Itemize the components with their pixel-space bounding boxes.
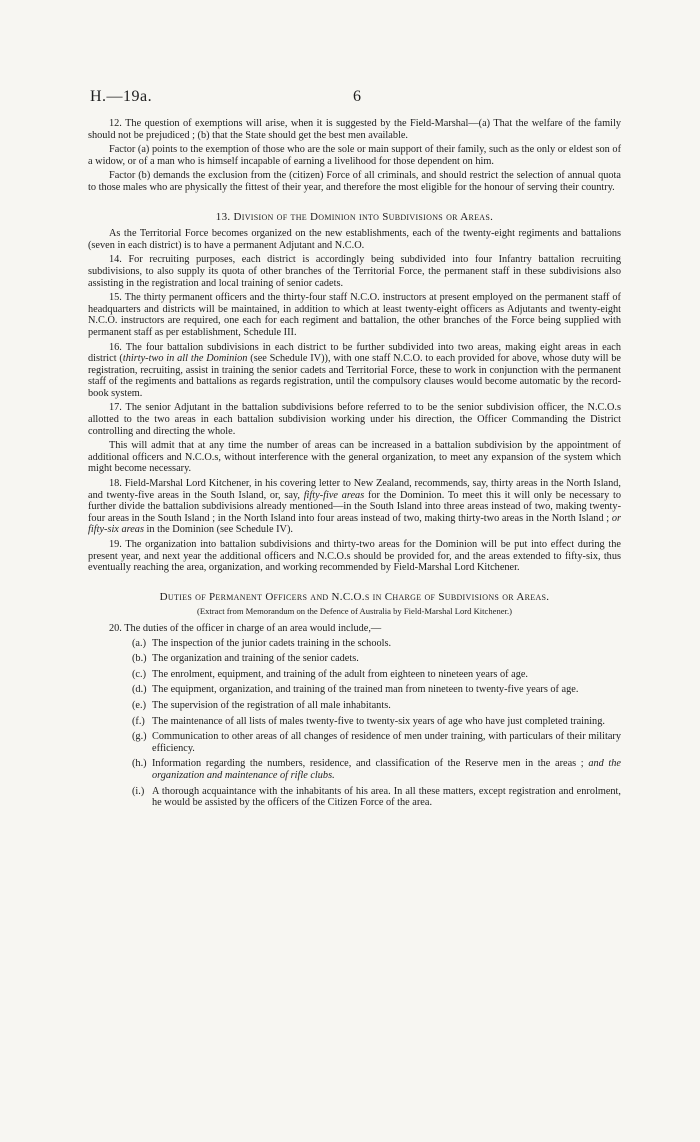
paragraph-14: 14. For recruiting purposes, each district is accordingly being subdivided into four Infantry battalion recruiting subdivisions, to also supply its quota of other branches of the Territorial Force, the permanent staff in these subdivisions also assisting in the registration and local training of senior cadets. bbox=[88, 254, 621, 289]
section-heading-13: 13. Division of the Dominion into Subdivisions or Areas. bbox=[215, 210, 494, 223]
paragraph-17: 17. The senior Adjutant in the battalion subdivisions before referred to to be the senior subdivision officer, the N.C.O.s allotted to the two areas in each battalion subdivision working under his direction, the Officer Commanding the District controlling and directing the whole. bbox=[88, 402, 621, 437]
paragraph-16: 16. The four battalion subdivisions in each district to be further subdivided into two areas, making eight areas in each district (thirty-two in all the Dominion (see Schedule IV)), with one staff N.C.O. to each provided for above, whose duty will be registration, recruiting, assist in training the senior cadets and Territorial Force, these to work in conjunction with the permanent staff of the regiments and battalions as regards registration, until the compulsory clauses would become automatic by the record-book system. bbox=[88, 341, 622, 399]
paragraph-18: 18. Field-Marshal Lord Kitchener, in his covering letter to New Zealand, recommends, say, thirty areas in the North Island, and twenty-five areas in the South Island, or, say, fifty-five areas for the Dominion. To meet this it will only be necessary to further divide the battalion subdivisions already mentioned—in the South Island into three areas instead of two, making twenty-four areas in the South Island ; in the North Island into four areas instead of two, making thirty-two areas in the North Island ; or fifty-six areas in the Dominion (see Schedule IV). bbox=[88, 478, 621, 536]
paragraph-12: 12. The question of exemptions will arise, when it is suggested by the Field-Marshal—(a) That the welfare of the family should not be prejudiced ; (b) that the State should get the best men available. bbox=[88, 118, 621, 141]
list-item: (d.) The equipment, organization, and training of the trained man from nineteen to twenty-five years of age. bbox=[132, 684, 579, 696]
paragraph-factor-a: Factor (a) points to the exemption of those who are the sole or main support of their family, such as the only or eldest son of a widow, or of a man who is himself incapable of earning a livelihood for those dependent on him. bbox=[88, 144, 621, 167]
list-item: (f.) The maintenance of all lists of males twenty-five to twenty-six years of age who have just completed training. bbox=[132, 715, 605, 727]
duties-list bbox=[88, 638, 621, 809]
list-item: (e.) The supervision of the registration of all male inhabitants. bbox=[132, 699, 391, 711]
document-body bbox=[88, 118, 621, 813]
paragraph-19: 19. The organization into battalion subdivisions and thirty-two areas for the Dominion will be put into effect during the present year, and next year the additional officers and N.C.O.s should be provided for, and the areas extended to fifty-six, thus eventually reaching the area, organization, and working recommended by Field-Marshal Lord Kitchener. bbox=[88, 539, 621, 574]
list-item: (c.) The enrolment, equipment, and training of the adult from eighteen to nineteen years of age. bbox=[132, 668, 528, 680]
section-heading-duties: Duties of Permanent Officers and N.C.O.s in Charge of Subdivisions or Areas. bbox=[159, 590, 550, 603]
document-reference: H.—19a. bbox=[90, 88, 153, 105]
paragraph-15: 15. The thirty permanent officers and the thirty-four staff N.C.O. instructors at present employed on the permanent staff of headquarters and districts will be maintained, in addition to which at least twenty-eight officers as Adjutants and twenty-eight N.C.O. instructors are required, one each for each regiment and battalion, the other branches of the Force being supplied with permanent staff as per establishment, Schedule III. bbox=[88, 292, 621, 338]
list-item: (a.) The inspection of the junior cadets training in the schools. bbox=[132, 637, 392, 649]
paragraph-factor-b: Factor (b) demands the exclusion from the (citizen) Force of all criminals, and should restrict the selection of annual quota to those males who are physically the fittest of their year, and therefore the most eligible for the honour of serving their country. bbox=[88, 170, 621, 193]
paragraph-20: 20. The duties of the officer in charge of an area would include,— bbox=[109, 622, 382, 634]
list-item: (g.) Communication to other areas of all changes of residence of men under training, with particulars of their military efficiency. bbox=[132, 731, 621, 754]
paragraph-13: As the Territorial Force becomes organized on the new establishments, each of the twenty-eight regiments and battalions (seven in each district) is to have a permanent Adjutant and N.C.O. bbox=[88, 228, 621, 251]
page-number: 6 bbox=[353, 88, 361, 105]
list-item: (b.) The organization and training of the senior cadets. bbox=[132, 653, 359, 665]
paragraph-17-continued: This will admit that at any time the number of areas can be increased in a battalion subdivision by the appointment of additional officers and N.C.O.s, without interference with the general organization, to meet any expansion of the system which might become necessary. bbox=[88, 440, 621, 475]
list-item: (i.) A thorough acquaintance with the inhabitants of his area. In all these matters, except registration and enrolment, he would be assisted by the officers of the Citizen Force of the area. bbox=[132, 785, 621, 809]
page-header bbox=[90, 88, 640, 110]
extract-note: (Extract from Memorandum on the Defence of Australia by Field-Marshal Lord Kitchener.) bbox=[196, 606, 512, 617]
list-item: (h.) Information regarding the numbers, residence, and classification of the Reserve men in the areas ; and the organization and maintenance of rifle clubs. bbox=[132, 758, 621, 781]
